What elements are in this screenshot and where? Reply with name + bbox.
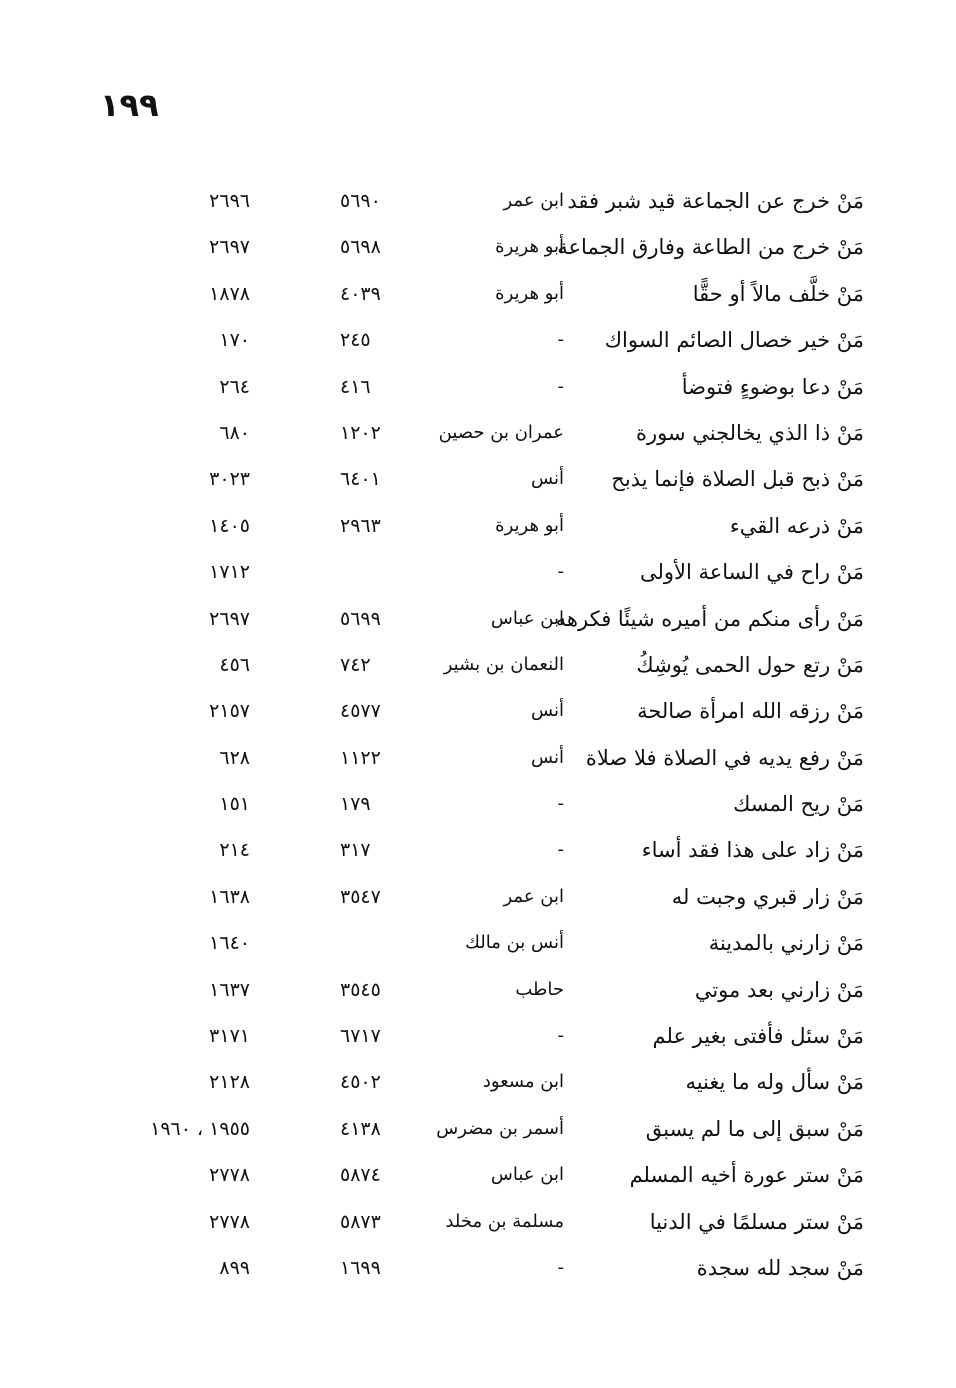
reference-number: ٥٦٩٠ — [340, 190, 381, 212]
reference-number: ١٧٩ — [340, 793, 371, 816]
narrator-name: أبو هريرة — [495, 236, 564, 258]
hadith-text: مَنْ سأل وله ما يغنيه — [685, 1070, 864, 1095]
page-reference: ١٦٣٨ — [209, 885, 250, 908]
narrator-name: حاطب — [515, 978, 564, 1000]
hadith-text: مَنْ زارني بعد موتي — [694, 977, 864, 1002]
narrator-name: ابن عباس — [490, 1164, 564, 1186]
reference-number: ٤١٣٨ — [340, 1117, 381, 1140]
narrator-name: ابن عمر — [503, 885, 564, 907]
index-row — [0, 271, 956, 317]
narrator-name: - — [557, 375, 564, 397]
reference-number: ٣٥٤٧ — [340, 885, 381, 908]
reference-number: ٥٦٩٩ — [340, 607, 381, 630]
index-row — [0, 410, 956, 456]
hadith-text: مَنْ ستر عورة أخيه المسلم — [629, 1163, 864, 1188]
page-reference: ٣١٧١ — [209, 1025, 250, 1048]
hadith-text: مَنْ سبق إلى ما لم يسبق — [645, 1116, 864, 1141]
index-row — [0, 1199, 956, 1245]
reference-number: ٦٤٠١ — [340, 468, 381, 491]
page-reference: ١٤٠٥ — [209, 514, 250, 537]
reference-number: ١١٢٢ — [340, 746, 381, 769]
index-row — [0, 364, 956, 410]
narrator-name: - — [557, 1025, 564, 1047]
narrator-name: ابن عباس — [490, 607, 564, 629]
reference-number: ١٢٠٢ — [340, 421, 381, 444]
hadith-text: مَنْ زار قبري وجبت له — [671, 884, 864, 909]
reference-number: ٢٩٦٣ — [340, 514, 381, 537]
index-row — [0, 642, 956, 688]
narrator-name: أنس — [531, 468, 564, 490]
index-row — [0, 920, 956, 966]
page-reference: ١٦٤٠ — [209, 932, 250, 955]
page-reference: ١٧٠ — [219, 329, 250, 352]
reference-number: ٥٦٩٨ — [340, 236, 381, 259]
narrator-name: أبو هريرة — [495, 282, 564, 304]
narrator-name: أنس — [531, 700, 564, 722]
hadith-text: مَنْ دعا بوضوءٍ فتوضأ — [681, 374, 864, 399]
page-reference: ١٦٣٧ — [209, 978, 250, 1001]
index-row — [0, 1106, 956, 1152]
reference-number: ٢٤٥ — [340, 329, 371, 352]
page-reference: ٣٠٢٣ — [209, 468, 250, 491]
hadith-text: مَنْ خلَّف مالاً أو حقًّا — [692, 281, 864, 306]
page-reference: ٢١٢٨ — [209, 1071, 250, 1094]
index-row — [0, 735, 956, 781]
hadith-text: مَنْ رتع حول الحمى يُوشِكُ — [636, 652, 864, 677]
index-row — [0, 456, 956, 502]
hadith-index-table — [0, 178, 956, 1291]
page-reference: ١٩٥٥ ، ١٩٦٠ — [150, 1117, 250, 1140]
narrator-name: النعمان بن بشير — [443, 653, 564, 675]
narrator-name: - — [557, 329, 564, 351]
page-reference: ٢٧٧٨ — [209, 1164, 250, 1187]
index-row — [0, 503, 956, 549]
narrator-name: أبو هريرة — [495, 514, 564, 536]
index-row — [0, 596, 956, 642]
page-reference: ٢١٤ — [219, 839, 250, 862]
page-reference: ١٨٧٨ — [209, 282, 250, 305]
reference-number — [340, 920, 430, 966]
narrator-name: أنس — [531, 746, 564, 768]
reference-number — [340, 549, 430, 595]
hadith-text: مَنْ رزقه الله امرأة صالحة — [637, 699, 864, 724]
narrator-name: مسلمة بن مخلد — [445, 1210, 564, 1232]
hadith-text: مَنْ ستر مسلمًا في الدنيا — [649, 1209, 864, 1234]
narrator-name: - — [557, 561, 564, 583]
index-row — [0, 1013, 956, 1059]
page-reference: ٤٥٦ — [219, 653, 250, 676]
index-row — [0, 1245, 956, 1291]
page-reference: ١٥١ — [219, 793, 250, 816]
hadith-text: مَنْ زارني بالمدينة — [708, 931, 864, 956]
hadith-text: مَنْ رأى منكم من أميره شيئًا فكرهه — [555, 606, 864, 631]
reference-number: ٣٥٤٥ — [340, 978, 381, 1001]
index-row — [0, 967, 956, 1013]
page-number: ١٩٩ — [100, 86, 159, 124]
hadith-text: مَنْ ذا الذي يخالجني سورة — [636, 420, 864, 445]
narrator-name: عمران بن حصين — [438, 421, 564, 443]
index-row — [0, 1059, 956, 1105]
hadith-text: مَنْ ذرعه القيء — [729, 513, 864, 538]
index-row — [0, 178, 956, 224]
hadith-text: مَنْ خرج من الطاعة وفارق الجماعة — [557, 235, 864, 260]
reference-number: ٥٨٧٤ — [340, 1164, 381, 1187]
hadith-text: مَنْ رفع يديه في الصلاة فلا صلاة — [585, 745, 864, 770]
narrator-name: ابن عمر — [503, 190, 564, 211]
page-reference: ٨٩٩ — [219, 1256, 250, 1279]
narrator-name: أسمر بن مضرس — [436, 1117, 564, 1139]
narrator-name: - — [557, 793, 564, 815]
page-reference: ٢٦٩٦ — [209, 190, 250, 212]
page-reference: ٢١٥٧ — [209, 700, 250, 723]
reference-number: ٧٤٢ — [340, 653, 371, 676]
narrator-name: - — [557, 839, 564, 861]
page-reference: ٢٦٤ — [219, 375, 250, 398]
index-row — [0, 874, 956, 920]
hadith-text: مَنْ زاد على هذا فقد أساء — [641, 838, 864, 863]
hadith-text: مَنْ سجد لله سجدة — [696, 1255, 864, 1280]
page-reference: ٦٨٠ — [219, 421, 250, 444]
reference-number: ٣١٧ — [340, 839, 371, 862]
index-row — [0, 1152, 956, 1198]
reference-number: ٤٥٧٧ — [340, 700, 381, 723]
index-row — [0, 317, 956, 363]
reference-number: ٦٧١٧ — [340, 1025, 381, 1048]
page-reference: ٢٧٧٨ — [209, 1210, 250, 1233]
narrator-name: ابن مسعود — [482, 1071, 564, 1093]
page-reference: ٢٦٩٧ — [209, 607, 250, 630]
reference-number: ٤١٦ — [340, 375, 371, 398]
reference-number: ٥٨٧٣ — [340, 1210, 381, 1233]
hadith-text: مَنْ خير خصال الصائم السواك — [604, 328, 864, 353]
hadith-text: مَنْ ذبح قبل الصلاة فإنما يذبح — [611, 467, 864, 492]
reference-number: ١٦٩٩ — [340, 1256, 381, 1279]
hadith-text: مَنْ ريح المسك — [733, 792, 864, 817]
hadith-text: مَنْ سئل فأفتى بغير علم — [652, 1024, 864, 1049]
index-row — [0, 224, 956, 270]
page-reference: ٦٢٨ — [219, 746, 250, 769]
index-row — [0, 827, 956, 873]
narrator-name: أنس بن مالك — [465, 932, 564, 954]
hadith-text: مَنْ راح في الساعة الأولى — [639, 560, 864, 585]
narrator-name: - — [557, 1256, 564, 1278]
index-row — [0, 781, 956, 827]
index-row — [0, 688, 956, 734]
index-row — [0, 549, 956, 595]
page-reference: ٢٦٩٧ — [209, 236, 250, 259]
page-reference: ١٧١٢ — [209, 561, 250, 584]
hadith-text: مَنْ خرج عن الجماعة قيد شبر فقد — [567, 189, 864, 213]
reference-number: ٤٥٠٢ — [340, 1071, 381, 1094]
reference-number: ٤٠٣٩ — [340, 282, 381, 305]
